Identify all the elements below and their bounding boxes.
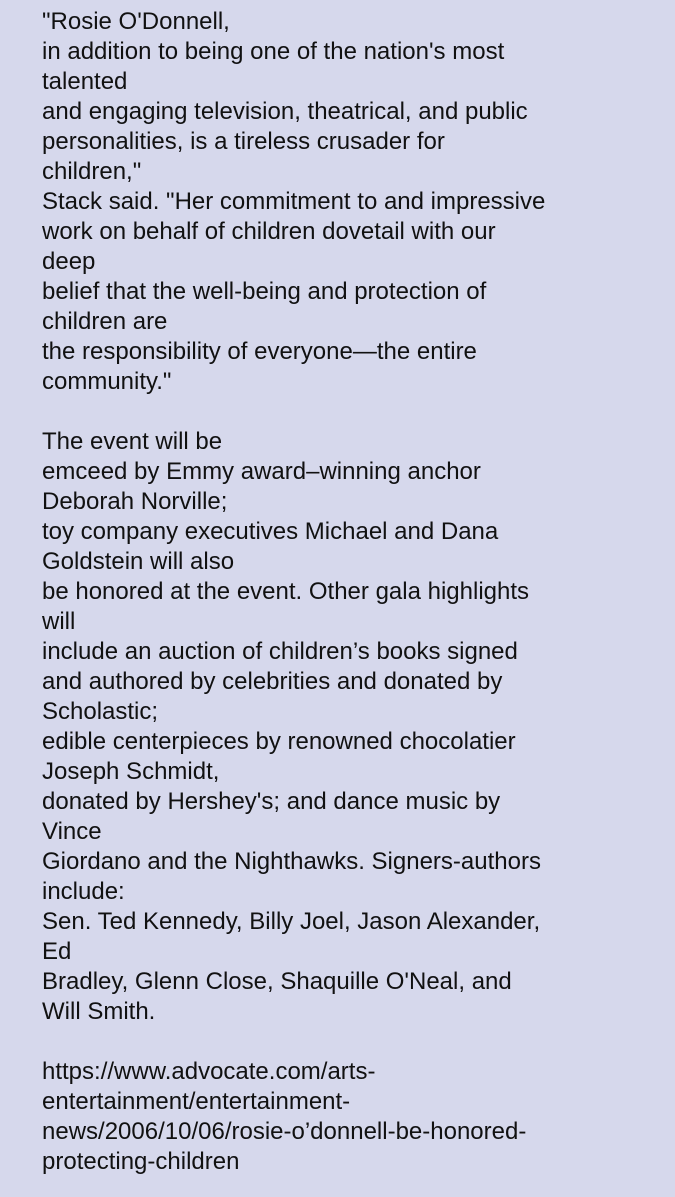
- text-line: include an auction of children’s books signed: [42, 638, 518, 665]
- text-line: The event will be: [42, 428, 223, 455]
- text-line: Sen. Ted Kennedy, Billy Joel, Jason Alexander,: [42, 908, 541, 935]
- text-line: belief that the well-being and protection of: [42, 278, 487, 305]
- text-line: Will Smith.: [42, 998, 156, 1025]
- text-line: donated by Hershey's; and dance music by: [42, 788, 501, 815]
- text-line: Scholastic;: [42, 698, 159, 725]
- text-line: will: [42, 608, 76, 635]
- text-line: Giordano and the Nighthawks. Signers-authors: [42, 848, 541, 875]
- text-line: talented: [42, 68, 128, 95]
- text-line: children are: [42, 308, 168, 335]
- event-paragraph: [42, 427, 662, 1027]
- text-line: personalities, is a tireless crusader for: [42, 128, 445, 155]
- text-line: toy company executives Michael and Dana: [42, 518, 499, 545]
- text-line: and engaging television, theatrical, and public: [42, 98, 528, 125]
- text-line: edible centerpieces by renowned chocolatier: [42, 728, 516, 755]
- text-line: Vince: [42, 818, 102, 845]
- text-line: "Rosie O'Donnell,: [42, 8, 230, 35]
- source-url-line[interactable]: protecting-children: [42, 1148, 240, 1175]
- text-line: Joseph Schmidt,: [42, 758, 220, 785]
- text-line: deep: [42, 248, 96, 275]
- text-line: Bradley, Glenn Close, Shaquille O'Neal, and: [42, 968, 512, 995]
- text-line: children,": [42, 158, 142, 185]
- note-body: [42, 7, 662, 1177]
- text-line: Ed: [42, 938, 72, 965]
- text-line: and authored by celebrities and donated by: [42, 668, 503, 695]
- quote-paragraph: [42, 7, 662, 397]
- text-line: Goldstein will also: [42, 548, 235, 575]
- text-line: community.": [42, 368, 172, 395]
- text-line: include:: [42, 878, 125, 905]
- text-line: work on behalf of children dovetail with our: [42, 218, 496, 245]
- source-url-line[interactable]: news/2006/10/06/rosie-o’donnell-be-honored-: [42, 1118, 527, 1145]
- text-line: emceed by Emmy award–winning anchor: [42, 458, 481, 485]
- source-url[interactable]: [42, 1057, 662, 1177]
- source-url-line[interactable]: entertainment/entertainment-: [42, 1088, 351, 1115]
- source-url-line[interactable]: https://www.advocate.com/arts-: [42, 1058, 376, 1085]
- text-line: Deborah Norville;: [42, 488, 228, 515]
- text-line: the responsibility of everyone—the entire: [42, 338, 477, 365]
- text-line: in addition to being one of the nation's most: [42, 38, 505, 65]
- text-line: be honored at the event. Other gala highlights: [42, 578, 530, 605]
- text-line: Stack said. "Her commitment to and impressive: [42, 188, 546, 215]
